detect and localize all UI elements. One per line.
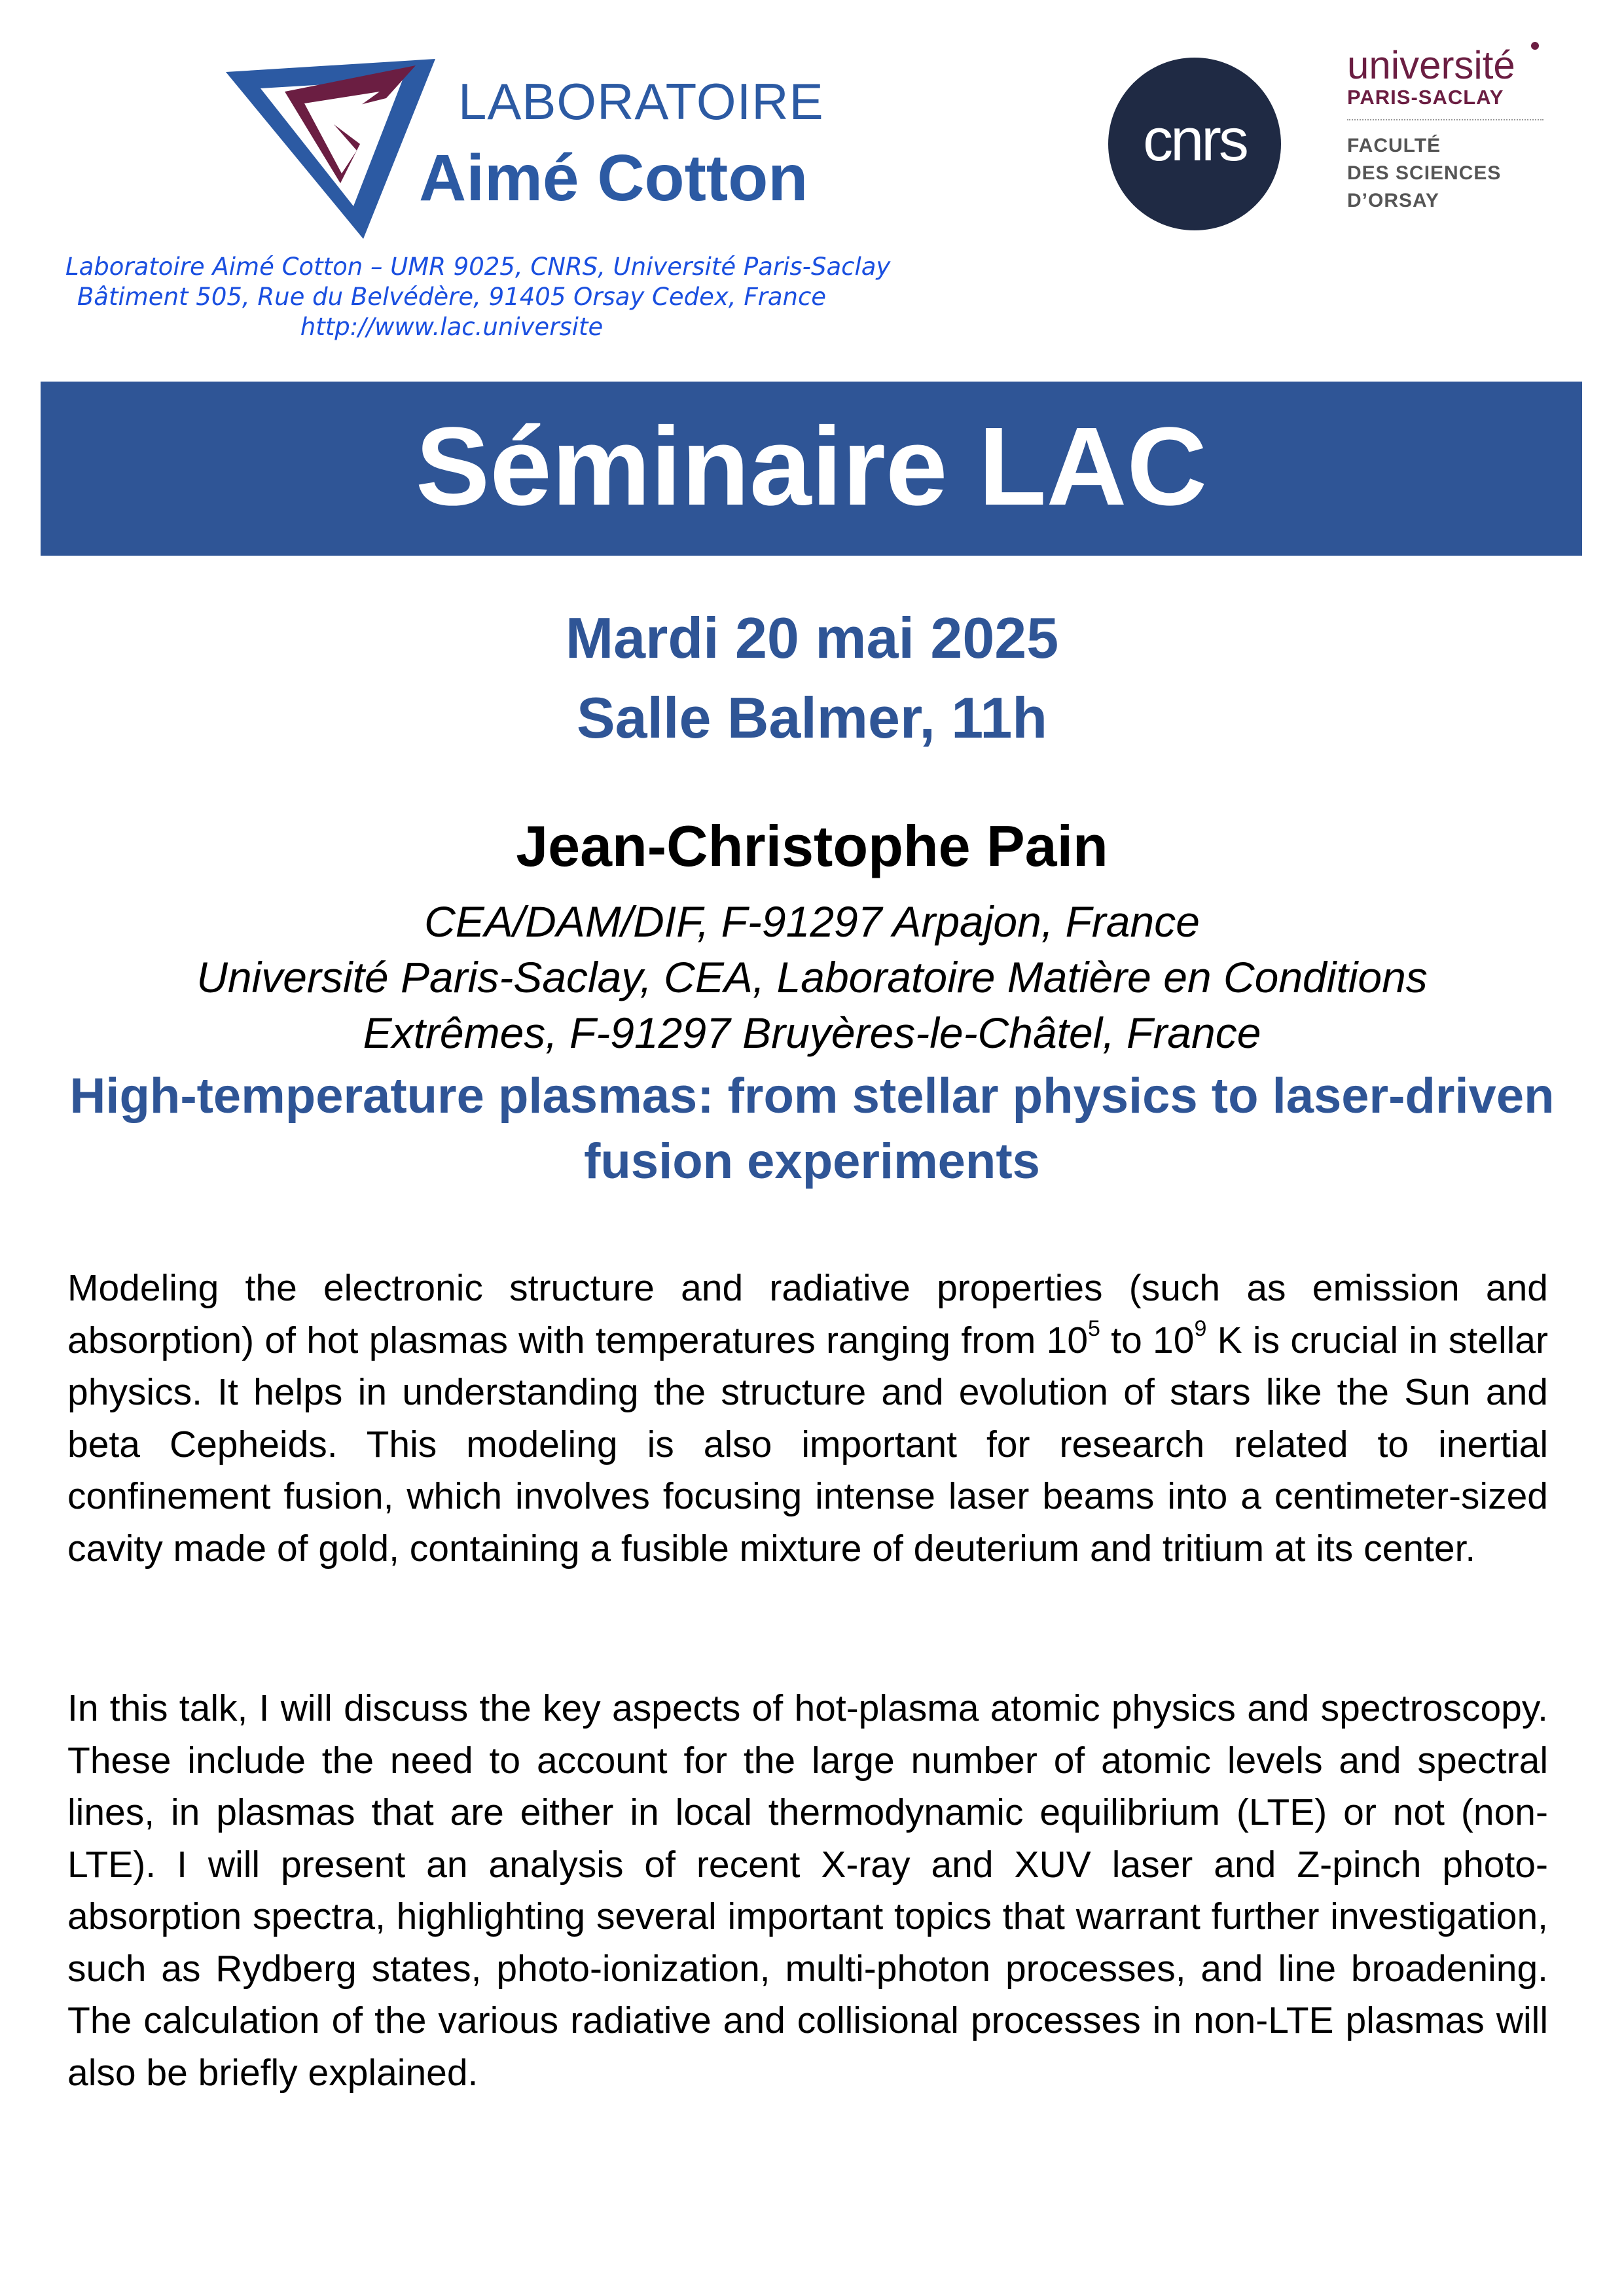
university-subname: PARIS-SACLAY <box>1347 86 1504 109</box>
lab-address <box>65 252 891 342</box>
cnrs-logo-icon <box>1106 56 1283 232</box>
speaker-name: Jean-Christophe Pain <box>516 814 1108 878</box>
faculty-line3: D’ORSAY <box>1347 190 1439 211</box>
lab-name-line2: Aimé Cotton <box>419 141 808 215</box>
exponent: 9 <box>1194 1316 1207 1341</box>
logo-divider <box>1347 119 1543 120</box>
address-line1: Laboratoire Aimé Cotton – UMR 9025, CNRS, Université Paris-Saclay <box>65 253 891 281</box>
exponent: 5 <box>1088 1316 1100 1341</box>
university-name: université <box>1347 43 1515 87</box>
abstract-paragraph-2: In this talk, I will discuss the key aspects of hot-plasma atomic physics and spectroscopy. These include the need to account for the large number of atomic levels and spectral lines, in plasmas that are either in local thermodynamic equilibrium (LTE) or not (non-LTE). I will present an analysis of recent X-ray and XUV laser and Z-pinch photo-absorption spectra, highlighting several important topics that warrant further investigation, such as Rydberg states, photo-ionization, multi-photon processes, and line broadening. The calculation of the various radiative and collisional processes in non-LTE plasmas will also be briefly explained. <box>67 1687 1548 2094</box>
logo-dot-icon <box>1531 42 1539 50</box>
abstract-text: Modeling the electronic structure and radiative properties (such as emission and absorption) of hot plasmas with temperatures ranging from 10 <box>67 1267 1548 1361</box>
event-date: Mardi 20 mai 2025 <box>565 605 1059 670</box>
address-line2: Bâtiment 505, Rue du Belvédère, 91405 Orsay Cedex, France <box>77 283 827 311</box>
speaker-affiliation-1: CEA/DAM/DIF, F-91297 Arpajon, France <box>424 897 1200 946</box>
event-place: Salle Balmer, 11h <box>576 685 1048 750</box>
cnrs-logo-text: cnrs <box>1143 107 1246 173</box>
speaker-affiliation-3: Extrêmes, F-91297 Bruyères-le-Châtel, France <box>363 1009 1261 1057</box>
seminar-banner <box>41 382 1582 556</box>
faculty-line2: DES SCIENCES <box>1347 162 1502 184</box>
seminar-title: Séminaire LAC <box>415 404 1208 529</box>
faculty-name <box>1347 132 1576 215</box>
address-url[interactable]: http://www.lac.universite <box>300 313 604 341</box>
talk-title: High-temperature plasmas: from stellar physics to laser-driven fusion experiments <box>69 1068 1555 1189</box>
abstract-text: K is crucial in stellar physics. It helps in understanding the structure and evolution of stars like the Sun and beta Cepheids. This modeling is also important for research related to inertial confinement fusion, which involves focusing intense laser beams into a centimeter-sized cavity made of gold, containing a fusible mixture of deuterium and tritium at its center. <box>67 1319 1548 1570</box>
universite-paris-saclay-logo <box>1347 43 1576 215</box>
abstract-text: to 10 <box>1100 1319 1195 1361</box>
speaker-affiliation-2: Université Paris-Saclay, CEA, Laboratoire Matière en Conditions <box>196 953 1428 1001</box>
abstract-paragraph-1 <box>67 1263 1548 1575</box>
faculty-line1: FACULTÉ <box>1347 135 1441 156</box>
lac-logo-icon <box>223 26 439 242</box>
lab-name-line1: LABORATOIRE <box>458 73 824 130</box>
